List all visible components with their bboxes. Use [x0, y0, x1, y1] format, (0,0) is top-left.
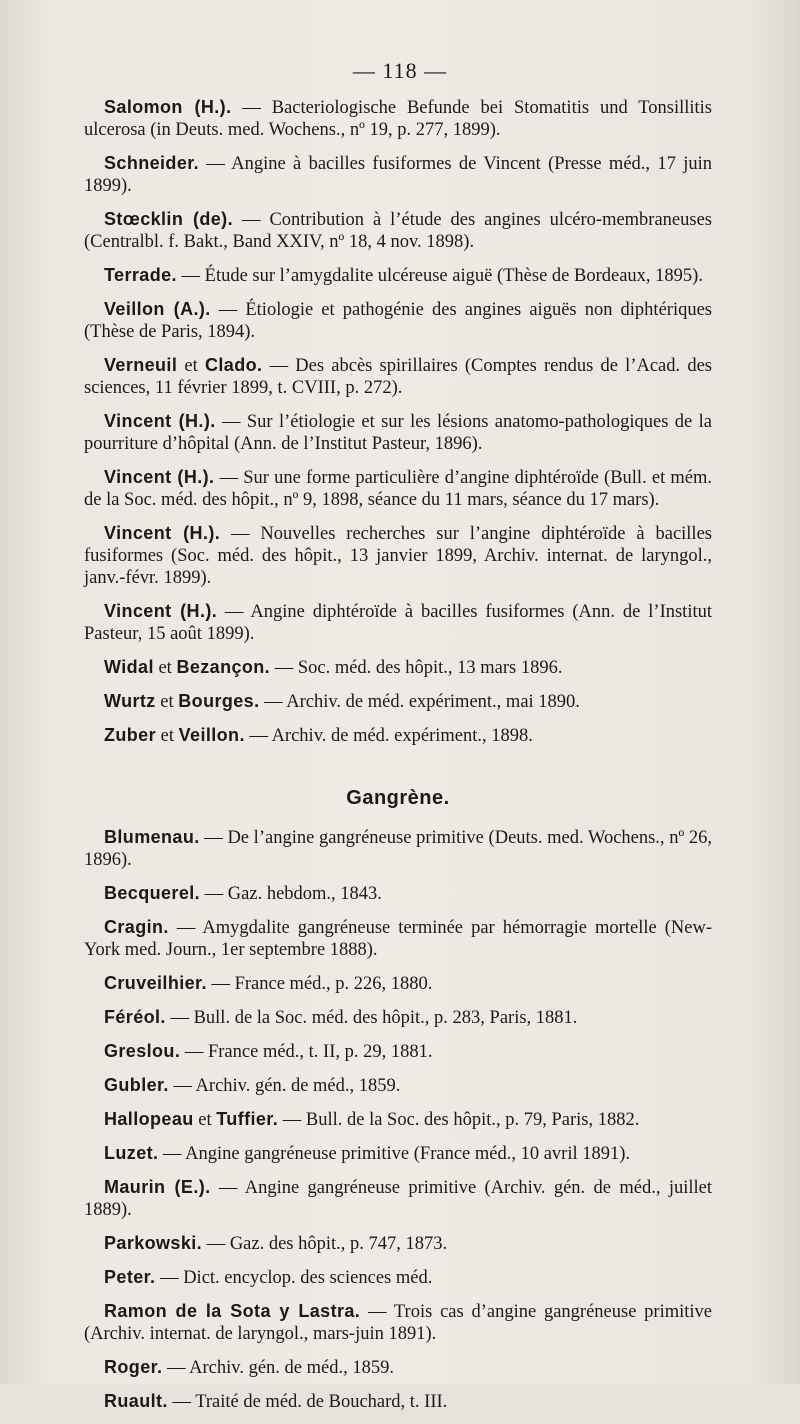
bibliography-entry	[84, 882, 712, 905]
entry-citation: — Angine diphtéroïde à bacilles fusiformes (Ann. de l’Institut Pasteur, 15 août 1899).	[84, 602, 712, 644]
bibliography-entry	[84, 972, 712, 995]
bibliography-entry	[84, 1356, 712, 1379]
entry-author: Cragin.	[104, 917, 169, 937]
entry-author-joiner: et	[153, 658, 177, 678]
entry-author: Maurin (E.).	[104, 1177, 211, 1197]
entry-citation: — Archiv. gén. de méd., 1859.	[162, 1358, 394, 1378]
bibliography-entry	[84, 600, 712, 645]
entry-author-joiner: et	[177, 356, 205, 376]
bibliography-entry	[84, 1074, 712, 1097]
entry-citation: — Angine gangréneuse primitive (France méd., 10 avril 1891).	[158, 1144, 631, 1164]
bibliography-entry	[84, 208, 712, 253]
bibliography-entry	[84, 1108, 712, 1131]
entry-author: Roger.	[104, 1357, 163, 1377]
entry-citation: — Bacteriologische Befunde bei Stomatitis und Tonsillitis ulcerosa (in Deuts. med. Wochens., nº 19, p. 277, 1899).	[84, 98, 712, 140]
bibliography-entry	[84, 1390, 712, 1413]
entry-author: Vincent (H.).	[104, 411, 216, 431]
entry-citation: — Gaz. des hôpit., p. 747, 1873.	[202, 1234, 448, 1254]
entry-author: Greslou.	[104, 1041, 181, 1061]
entry-author: Wurtz	[104, 691, 156, 711]
entry-author: Zuber	[104, 725, 157, 745]
bibliography-entry	[84, 1176, 712, 1221]
entry-citation: — Des abcès spirillaires (Comptes rendus de l’Acad. des sciences, 11 février 1899, t. CVIII, p. 272).	[84, 356, 712, 398]
entry-author: Vincent (H.).	[104, 601, 218, 621]
entry-author: Peter.	[104, 1267, 156, 1287]
entry-author: Cruveilhier.	[104, 973, 207, 993]
bibliography-column	[84, 96, 712, 1424]
entry-author-joiner: et	[193, 1110, 217, 1130]
entry-coauthor: Veillon.	[178, 725, 245, 745]
section-title-gangrene: Gangrène.	[346, 787, 450, 809]
entry-coauthor: Bezançon.	[176, 657, 271, 677]
entry-citation: — Trois cas d’angine gangréneuse primitive (Archiv. internat. de laryngol., mars-juin 1891).	[84, 1302, 713, 1344]
entry-coauthor: Tuffier.	[216, 1109, 279, 1129]
entry-citation: — Archiv. gén. de méd., 1859.	[168, 1076, 401, 1096]
bibliography-entry	[84, 826, 712, 871]
entry-citation: — Sur une forme particulière d’angine diphtéroïde (Bull. et mém. de la Soc. méd. des hôpit., nº 9, 1898, séance du 11 mars, séance du 17 mars).	[84, 468, 712, 510]
entry-citation: — Dict. encyclop. des sciences méd.	[155, 1268, 433, 1288]
entry-citation: — Angine à bacilles fusiformes de Vincent (Presse méd., 17 juin 1899).	[84, 154, 712, 196]
page-number: — 118 —	[352, 58, 448, 83]
entry-author: Vincent (H.).	[104, 523, 221, 543]
entry-citation: — Étiologie et pathogénie des angines aiguës non diphtériques (Thèse de Paris, 1894).	[84, 300, 712, 342]
bibliography-entry	[84, 690, 712, 713]
entry-citation: — Étude sur l’amygdalite ulcéreuse aiguë (Thèse de Bordeaux, 1895).	[176, 266, 703, 286]
entry-author: Blumenau.	[104, 827, 200, 847]
entry-author: Vincent (H.).	[104, 467, 215, 487]
entry-citation: — France méd., p. 226, 1880.	[206, 974, 433, 994]
entry-citation: — Angine gangréneuse primitive (Archiv. gén. de méd., juillet 1889).	[84, 1178, 712, 1220]
entry-author: Parkowski.	[104, 1233, 203, 1253]
bibliography-entry	[84, 1300, 712, 1345]
entry-citation: — Soc. méd. des hôpit., 13 mars 1896.	[270, 658, 563, 678]
entry-author: Salomon (H.).	[104, 97, 232, 117]
entry-author: Ruault.	[104, 1391, 168, 1411]
entry-citation: — Gaz. hebdom., 1843.	[200, 884, 382, 904]
bibliography-entry	[84, 1266, 712, 1289]
bibliography-entry	[84, 1040, 712, 1063]
entry-author-joiner: et	[156, 726, 179, 746]
bibliography-entry	[84, 466, 712, 511]
entry-author: Stœcklin (de).	[104, 209, 233, 229]
entry-coauthor: Bourges.	[178, 691, 260, 711]
entry-citation: — Archiv. de méd. expériment., 1898.	[244, 726, 533, 746]
bibliography-entry	[84, 916, 712, 961]
entry-citation: — France méd., t. II, p. 29, 1881.	[180, 1042, 433, 1062]
bibliography-entry	[84, 264, 712, 287]
bibliography-entry	[84, 522, 712, 589]
entry-author: Gubler.	[104, 1075, 169, 1095]
entry-author-joiner: et	[155, 692, 179, 712]
entry-citation: — De l’angine gangréneuse primitive (Deuts. med. Wochens., nº 26, 1896).	[84, 828, 712, 870]
bibliography-entry	[84, 96, 712, 141]
entry-coauthor: Clado.	[205, 355, 263, 375]
entry-author: Luzet.	[104, 1143, 159, 1163]
entry-author: Widal	[104, 657, 154, 677]
entry-author: Verneuil	[104, 355, 178, 375]
entry-citation: — Amygdalite gangréneuse terminée par hémorragie mortelle (New-York med. Journ., 1er septembre 1888).	[84, 918, 712, 960]
bibliography-entry	[84, 724, 712, 747]
entry-author: Hallopeau	[104, 1109, 194, 1129]
bibliography-entry	[84, 354, 712, 399]
entry-citation: — Bull. de la Soc. des hôpit., p. 79, Paris, 1882.	[278, 1110, 640, 1130]
entry-citation: — Bull. de la Soc. méd. des hôpit., p. 283, Paris, 1881.	[165, 1008, 578, 1028]
entry-author: Terrade.	[104, 265, 177, 285]
entry-author: Becquerel.	[104, 883, 201, 903]
entry-author: Féréol.	[104, 1007, 166, 1027]
entry-citation: — Sur l’étiologie et sur les lésions anatomo-pathologiques de la pourriture d’hôpital (Ann. de l’Institut Pasteur, 1896).	[84, 412, 712, 454]
entry-citation: — Archiv. de méd. expériment., mai 1890.	[259, 692, 580, 712]
entry-citation: — Traité de méd. de Bouchard, t. III.	[167, 1392, 448, 1412]
bibliography-entry	[84, 1232, 712, 1255]
bibliography-entry	[84, 656, 712, 679]
bibliography-entry	[84, 152, 712, 197]
bibliography-entry	[84, 1006, 712, 1029]
entry-citation: — Contribution à l’étude des angines ulcéro-membraneuses (Centralbl. f. Bakt., Band XXIV, nº 18, 4 nov. 1898).	[84, 210, 712, 252]
entry-author: Veillon (A.).	[104, 299, 211, 319]
bibliography-entry	[84, 298, 712, 343]
bibliography-list-stomatitis	[84, 96, 712, 747]
bibliography-entry	[84, 410, 712, 455]
entry-author: Ramon de la Sota y Lastra.	[104, 1301, 361, 1321]
entry-author: Schneider.	[104, 153, 200, 173]
bibliography-entry	[84, 1142, 712, 1165]
bibliography-list-gangrene	[84, 826, 712, 1413]
entry-citation: — Nouvelles recherches sur l’angine diphtéroïde à bacilles fusiformes (Soc. méd. des hôpit., 13 janvier 1899, Archiv. internat. de laryngol., janv.-févr. 1899).	[84, 524, 712, 588]
